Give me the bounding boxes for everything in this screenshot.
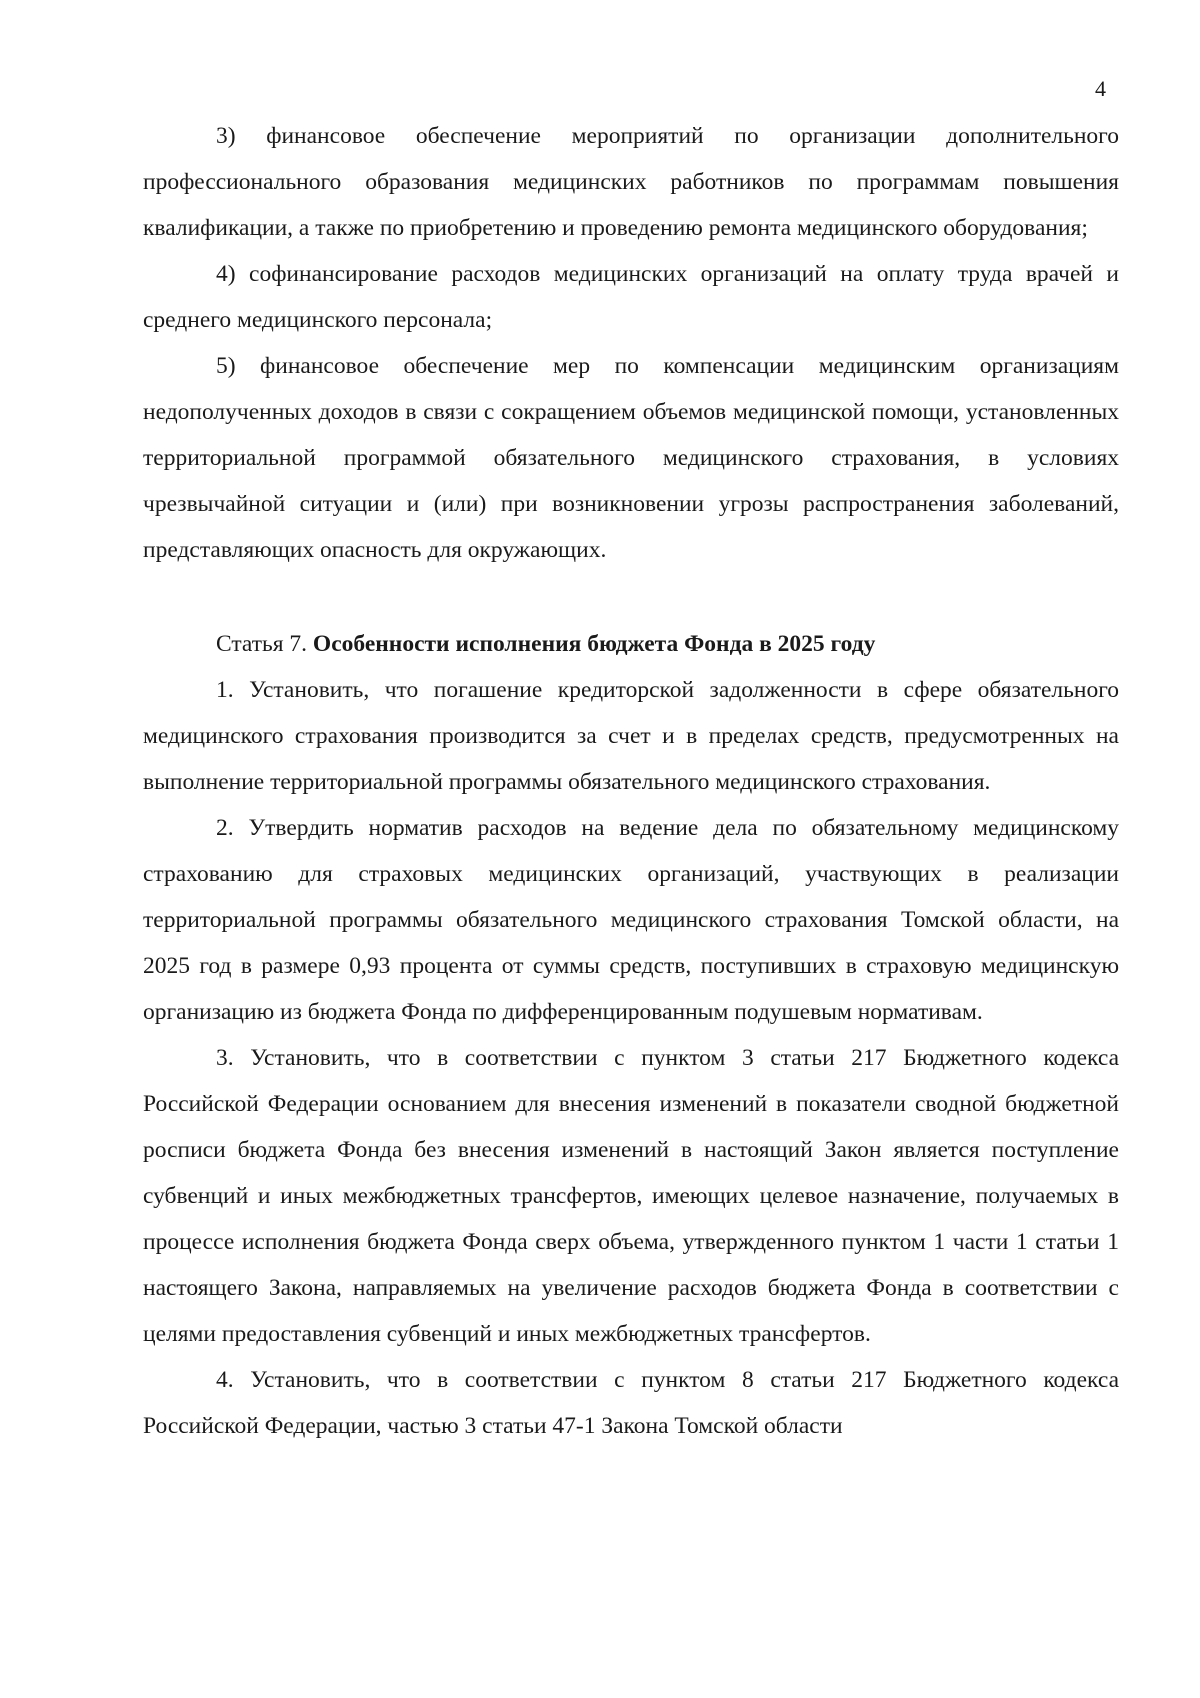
article-title: Особенности исполнения бюджета Фонда в 2025 году <box>312 631 876 657</box>
article-heading <box>143 621 1119 667</box>
paragraph-part-1: 1. Установить, что погашение кредиторской задолженности в сфере обязательного медицинского страхования производится за счет и в пределах средств, предусмотренных на выполнение территориальной программы обязательного медицинского страхования. <box>143 677 1119 795</box>
document-body <box>143 113 1119 1449</box>
paragraph-part-4: 4. Установить, что в соответствии с пунктом 8 статьи 217 Бюджетного кодекса Российской Федерации, частью 3 статьи 47-1 Закона Томской области <box>143 1367 1119 1439</box>
page-number: 4 <box>1095 76 1106 101</box>
article-number: Статья 7. <box>216 631 308 657</box>
paragraph-item-4: 4) софинансирование расходов медицинских организаций на оплату труда врачей и среднего медицинского персонала; <box>143 261 1119 333</box>
paragraph-item-5: 5) финансовое обеспечение мер по компенсации медицинским организациям недополученных доходов в связи с сокращением объемов медицинской помощи, установленных территориальной программой обязательного медицинского страхования, в условиях чрезвычайной ситуации и (или) при возникновении угрозы распространения заболеваний, представляющих опасность для окружающих. <box>143 353 1119 563</box>
paragraph-item-3: 3) финансовое обеспечение мероприятий по организации дополнительного профессионального образования медицинских работников по программам повышения квалификации, а также по приобретению и проведению ремонта медицинского оборудования; <box>143 123 1119 241</box>
paragraph-part-2: 2. Утвердить норматив расходов на ведение дела по обязательному медицинскому страхованию для страховых медицинских организаций, участвующих в реализации территориальной программы обязательного медицинского страхования Томской области, на 2025 год в размере 0,93 процента от суммы средств, поступивших в страховую медицинскую организацию из бюджета Фонда по дифференцированным подушевым нормативам. <box>143 815 1119 1025</box>
paragraph-part-3: 3. Установить, что в соответствии с пунктом 3 статьи 217 Бюджетного кодекса Российской Федерации основанием для внесения изменений в показатели сводной бюджетной росписи бюджета Фонда без внесения изменений в настоящий Закон является поступление субвенций и иных межбюджетных трансфертов, имеющих целевое назначение, получаемых в процессе исполнения бюджета Фонда сверх объема, утвержденного пунктом 1 части 1 статьи 1 настоящего Закона, направляемых на увеличение расходов бюджета Фонда в соответствии с целями предоставления субвенций и иных межбюджетных трансфертов. <box>143 1045 1119 1347</box>
